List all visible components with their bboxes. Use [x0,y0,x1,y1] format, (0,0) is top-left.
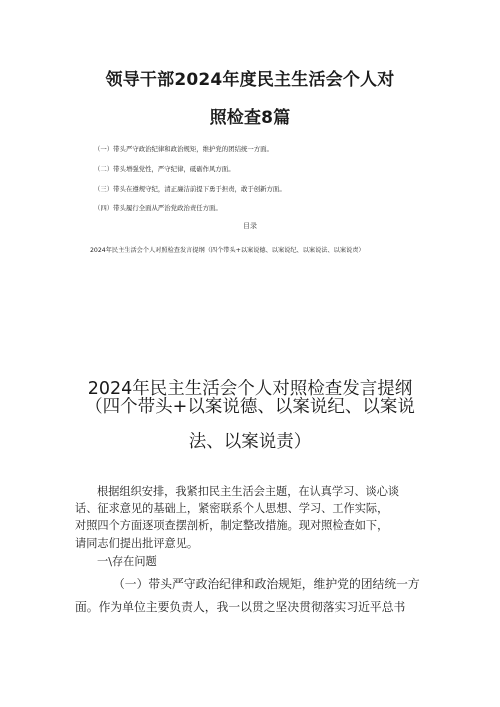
paragraph-line: 话、征求意见的基础上，紧密联系个人思想、学习、工作实际， [75,502,389,515]
section-title-line-3: 法、以案说责） [188,432,312,452]
document-title-line-1: 领导干部2024年度民主生活会个人对 [105,70,395,90]
subsection-heading: 一\存在问题 [97,555,157,568]
section-title-line-2: （四个带头+以案说德、以案说纪、以案说 [85,397,415,417]
paragraph-line: 请同志们提出批评意见。 [75,537,199,550]
item-line: 面。作为单位主要负责人，我一以贯之坚决贯彻落实习近平总书 [75,600,406,614]
summary-item-2: （二）带头增强党性，严守纪律，砥砺作风方面。 [94,165,235,173]
toc-heading: 目录 [243,222,257,230]
summary-item-3: （三）带头在遵规守纪，清正廉洁前提下勇于担责，敢于创新方面。 [94,185,286,193]
section-title-line-1: 2024年民主生活会个人对照检查发言提纲 [87,379,413,399]
paragraph-line: 根据组织安排，我紧扣民主生活会主题，在认真学习、谈心谈 [97,485,400,498]
paragraph-line: 对照四个方面逐项查摆剖析，制定整改措施。现对照检查如下， [75,519,389,532]
item-line: （一）带头严守政治纪律和政治规矩，维护党的团结统一方 [113,577,420,591]
document-title-line-2: 照检查8篇 [209,108,291,128]
toc-entry-link[interactable]: 2024年民主生活会个人对照检查发言提纲（四个带头+以案说德、以案说纪、以案说法、以案说责） [90,247,365,254]
summary-item-4: （四）带头履行全面从严治党政治责任方面。 [94,204,222,212]
summary-item-1: （一）带头严守政治纪律和政治规矩，维护党的团结统一方面。 [94,145,273,153]
